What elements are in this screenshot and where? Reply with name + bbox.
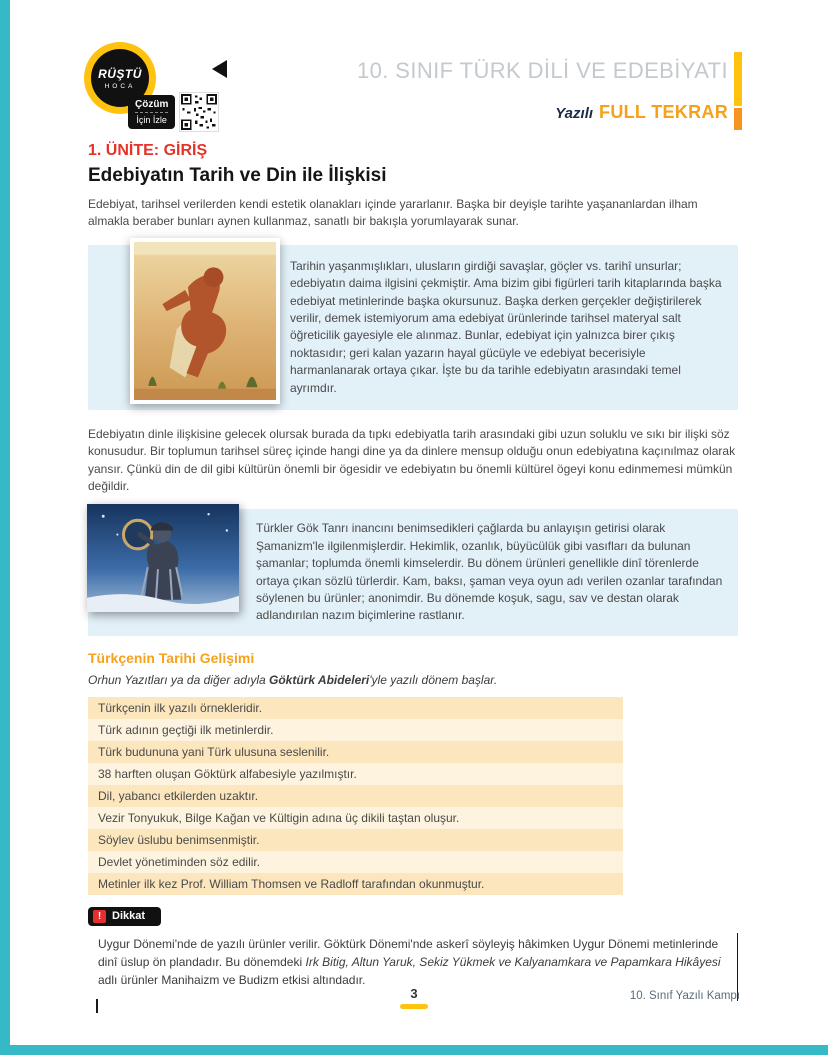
qr-code-icon: [179, 92, 219, 132]
subtitle-prefix: Yazılı: [555, 105, 594, 122]
attention-icon: !: [93, 910, 106, 923]
topic-heading: Edebiyatın Tarih ve Din ile İlişkisi: [88, 165, 387, 186]
text-run: Orhun Yazıtları: [88, 672, 168, 687]
list-item-text: Türk budununa yani Türk ulusuna seslenilir.: [98, 744, 330, 759]
list-item: [88, 785, 623, 807]
list-item: [88, 851, 623, 873]
attention-label: Dikkat: [112, 910, 146, 923]
shaman-info-box: [88, 509, 738, 635]
shaman-box-text: Türkler Gök Tanrı inancını benimsedikleri çağlarda bu anlayışın getirisi olarak Şamanizm'le ilgilenmişlerdir. Hekimlik, ozanlık, büyücülük gibi vasıfları da bulunan şamanlar; toplumda önemli kimselerdir. Bu dönem ürünleri genellikle dinî törenlerde ortaya çıkan sözlü türlerdir. Kam, baksı, şaman veya oyun adı verilen ozanlar tarafından söylenen bu ürünler; anonimdir. Bu dönemde koşuk, sagu, sav ve destan olarak adlandırılan nazım biçimlerine rastlanır.: [256, 521, 723, 623]
course-title: 10. SINIF TÜRK DİLİ VE EDEBİYATI: [356, 58, 728, 83]
list-item-text: Dil, yabancı etkilerden uzaktır.: [98, 788, 259, 803]
text-run: Irk Bitig, Altun Yaruk, Sekiz Yükmek ve Kalyanamkara ve Papamkara Hikâyesi: [305, 954, 721, 969]
list-item-text: Türkçenin ilk yazılı örnekleridir.: [98, 700, 263, 715]
list-item: [88, 807, 623, 829]
list-item: [88, 873, 623, 895]
attention-badge: [88, 907, 161, 926]
page-subtitle: [555, 102, 728, 123]
brand-name-line1: RÜŞTÜ: [98, 66, 142, 81]
page-content: [88, 142, 738, 1001]
list-item: [88, 741, 623, 763]
brand-name-line2: HOCA: [104, 82, 136, 90]
list-item-text: Söylev üslubu benimsenmiştir.: [98, 832, 260, 847]
list-item-text: Metinler ilk kez Prof. William Thomsen ve Radloff tarafından okunmuştur.: [98, 876, 485, 891]
title-accent-bar-yellow: [734, 52, 742, 106]
list-item-text: 38 harften oluşan Göktürk alfabesiyle yazılmıştır.: [98, 766, 357, 781]
text-run: ya da diğer adıyla: [167, 672, 269, 687]
gokturk-features-list: [88, 697, 623, 895]
history-info-box: [88, 245, 738, 410]
unit-heading: 1. ÜNİTE: GİRİŞ: [88, 142, 208, 159]
list-item: [88, 719, 623, 741]
list-item-text: Türk adının geçtiği ilk metinlerdir.: [98, 722, 274, 737]
intro-paragraph: Edebiyat, tarihsel verilerden kendi estetik olanakları içinde yararlanır. Başka bir deyişle tarihte yaşananlardan ilham almakla beraber bunları aynen kullanmaz, sanatlı bir bakışla yorumlayarak sunar.: [88, 197, 698, 229]
list-item: [88, 697, 623, 719]
page-number-underline: [400, 1004, 428, 1009]
subtitle-main: FULL TEKRAR: [599, 102, 728, 122]
list-item: [88, 763, 623, 785]
history-box-text: Tarihin yaşanmışlıkları, ulusların girdiği savaşlar, göçler vs. tarihî unsurlar; edebiyatın daima ilgisini çekmiştir. Ama bizim gibi figürleri tarih kitaplarında başka edebiyat metinlerinde başka okursunuz. Başka derken gerçekler değiştirilerek verilir, demek istemiyorum ama edebiyat ürünlerinde tarihsel materyal salt öğreticilik gayesiyle ele alınmaz. Bunlar, edebiyat için yalnızca birer çıkış noktasıdır; geri kalan yazarın hayal gücüyle ve edebiyat becerisiyle harmanlanarak ortaya çıkar. İşte bu da tarihle edebiyatın arasındaki temel ayrımdır.: [290, 258, 722, 395]
page-number: 3: [410, 986, 418, 1001]
bottom-accent-bar: [0, 1045, 828, 1055]
subtitle-accent-bar-orange: [734, 108, 742, 130]
timeline-heading: Türkçenin Tarihi Gelişimi: [88, 649, 255, 666]
text-run: adlı ürünler Manihaizm ve Budizm etkisi altındadır.: [98, 972, 366, 987]
list-item: [88, 829, 623, 851]
qr-caption: [128, 95, 175, 129]
qr-caption-line2: İçin İzle: [135, 112, 168, 125]
fresco-image: [130, 238, 280, 404]
left-accent-bar: [0, 0, 10, 1055]
religion-paragraph: Edebiyatın dinle ilişkisine gelecek olursak burada da tıpkı edebiyatla tarih arasındaki gibi uzun soluklu ve sıkı bir ilişki söz konusudur. Bir toplumun tarihsel süreç içinde hangi dine ya da dinlere mensup olduğu onun edebiyatına kaçınılmaz olarak yansır. Çünkü din de dil gibi kültürün önemli bir ögesidir ve edebiyatın bu önemli kültürel ögeyi konu edinmemesi mümkün değildir.: [88, 426, 736, 494]
qr-caption-line1: Çözüm: [135, 99, 169, 110]
orhun-intro-line: [88, 672, 738, 689]
footer-book-title: 10. Sınıf Yazılı Kampı: [629, 990, 740, 1002]
text-run: 'yle yazılı dönem başlar.: [369, 672, 498, 687]
list-item-text: Vezir Tonyukuk, Bilge Kağan ve Kültigin adına üç dikili taştan oluşur.: [98, 810, 460, 825]
text-run: Göktürk Abideleri: [269, 672, 370, 687]
qr-block: [128, 92, 219, 132]
chevron-left-icon: [212, 60, 227, 78]
text-run: Uygur Dönemi'nde de yazılı ürünler verilir. Göktürk Dönemi'nde askerî söyleyiş hâkimken Uygur Dönemi metinlerinde dinî üslup ön plandadır. Bu dönemdeki: [98, 936, 719, 969]
list-item-text: Devlet yönetiminden söz edilir.: [98, 854, 261, 869]
shaman-image: [87, 504, 239, 612]
